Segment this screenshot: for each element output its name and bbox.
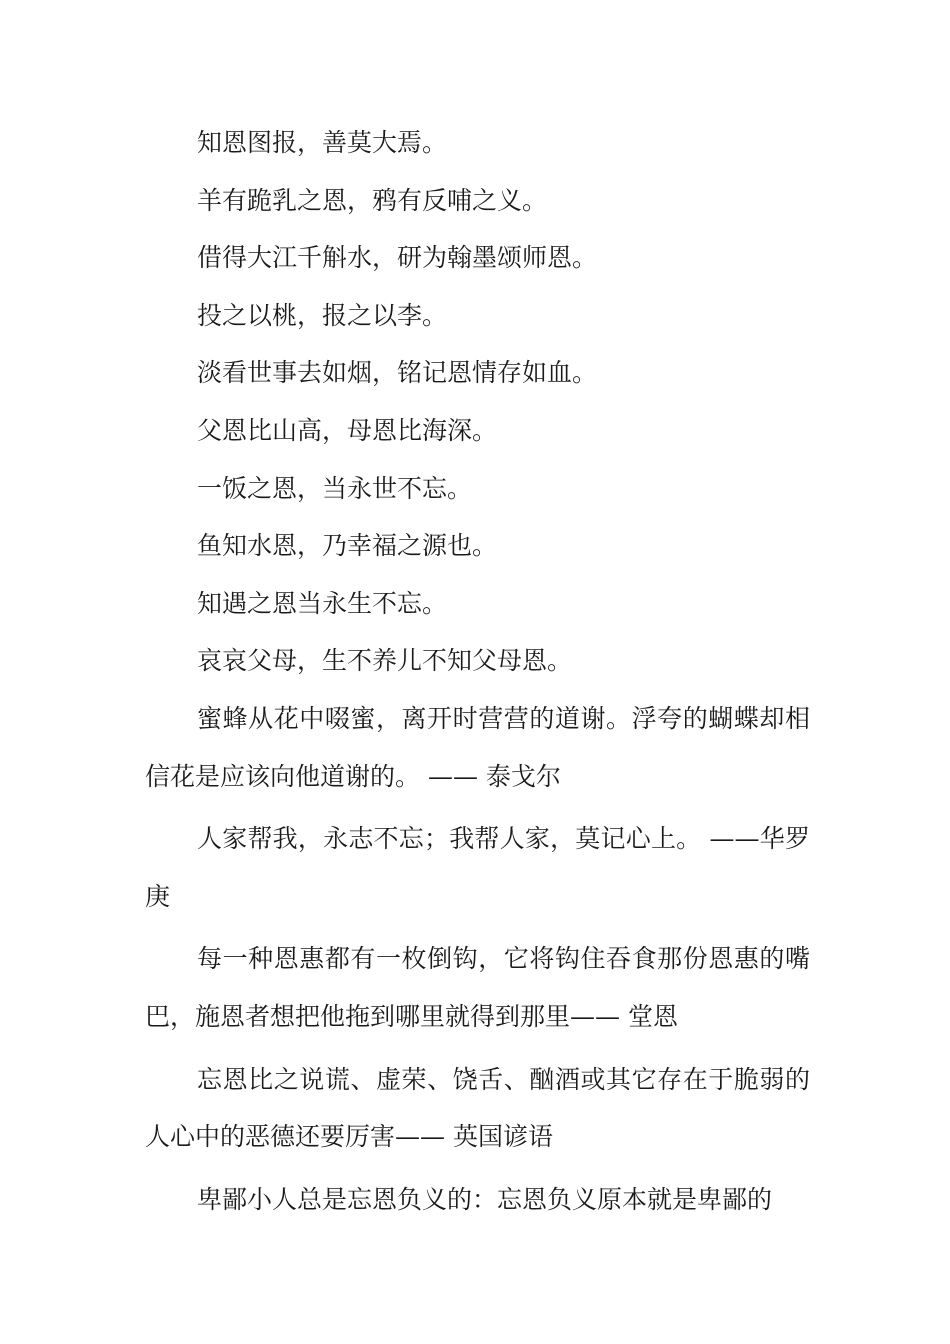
quote-line: 哀哀父母，生不养儿不知父母恩。 xyxy=(197,646,573,676)
quote-line: 知遇之恩当永生不忘。 xyxy=(197,588,448,618)
quote-line: 父恩比山高，母恩比海深。 xyxy=(197,415,498,445)
quote-line: 投之以桃，报之以李。 xyxy=(197,300,448,330)
quote-line: 借得大江千斛水，研为翰墨颂师恩。 xyxy=(197,243,598,273)
document-body xyxy=(145,114,810,1228)
quote-line: 鱼知水恩，乃幸福之源也。 xyxy=(197,531,498,561)
quote-paragraph: 卑鄙小人总是忘恩负义的：忘恩负义原本就是卑鄙的 xyxy=(197,1184,773,1214)
quote-line: 一饭之恩，当永世不忘。 xyxy=(197,473,473,503)
quote-line: 知恩图报，善莫大焉。 xyxy=(197,128,448,157)
quote-paragraph: 每一种恩惠都有一枚倒钩，它将钩住吞食那份恩惠的嘴巴，施恩者想把他拖到哪里就得到那里—— 堂恩 xyxy=(145,944,810,1031)
quote-paragraph: 蜜蜂从花中啜蜜，离开时营营的道谢。浮夸的蝴蝶却相信花是应该向他道谢的。 —— 泰戈尔 xyxy=(145,703,810,791)
quote-line: 淡看世事去如烟，铭记恩情存如血。 xyxy=(197,358,598,388)
quote-line: 羊有跪乳之恩，鸦有反哺之义。 xyxy=(197,185,548,215)
quote-paragraph: 忘恩比之说谎、虚荣、饶舌、酗酒或其它存在于脆弱的人心中的恶德还要厉害—— 英国谚语 xyxy=(145,1064,810,1152)
quote-paragraph: 人家帮我，永志不忘；我帮人家，莫记心上。 ——华罗庚 xyxy=(145,824,810,911)
